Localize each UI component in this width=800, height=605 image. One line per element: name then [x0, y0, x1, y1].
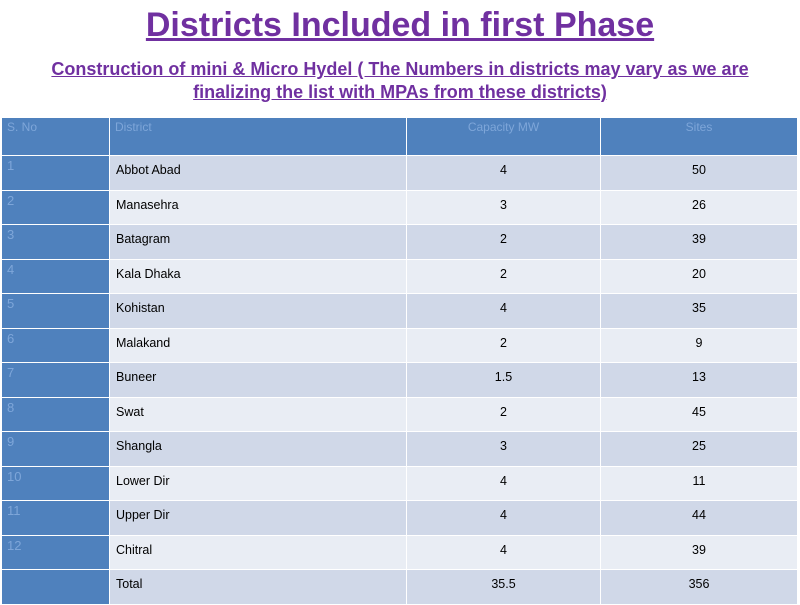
page-title: Districts Included in first Phase — [145, 6, 655, 44]
page-subtitle: Construction of mini & Micro Hydel ( The Numbers in districts may vary as we are finalizing the list with MPAs from these districts) — [51, 59, 749, 102]
row-district: Buneer — [110, 363, 407, 398]
row-capacity: 2 — [407, 328, 601, 363]
row-sites: 20 — [601, 259, 798, 294]
row-district: Shangla — [110, 432, 407, 467]
row-capacity: 2 — [407, 397, 601, 432]
table-row — [2, 190, 798, 225]
row-sites: 45 — [601, 397, 798, 432]
row-capacity: 3 — [407, 432, 601, 467]
row-district: Batagram — [110, 225, 407, 260]
table-row — [2, 432, 798, 467]
table-row — [2, 156, 798, 191]
table-total-row — [2, 570, 798, 605]
header-capacity: Capacity MW — [407, 118, 601, 156]
row-sno: 7 — [2, 363, 110, 398]
row-sites: 35 — [601, 294, 798, 329]
row-sites: 26 — [601, 190, 798, 225]
header-sites: Sites — [601, 118, 798, 156]
row-sno: 11 — [2, 501, 110, 536]
table-row — [2, 259, 798, 294]
row-capacity: 3 — [407, 190, 601, 225]
row-district: Kala Dhaka — [110, 259, 407, 294]
row-district: Swat — [110, 397, 407, 432]
row-capacity: 4 — [407, 501, 601, 536]
row-district: Abbot Abad — [110, 156, 407, 191]
row-district: Lower Dir — [110, 466, 407, 501]
row-sno: 2 — [2, 190, 110, 225]
row-sno: 12 — [2, 535, 110, 570]
row-capacity: 4 — [407, 535, 601, 570]
row-capacity: 1.5 — [407, 363, 601, 398]
row-district: Upper Dir — [110, 501, 407, 536]
table-row — [2, 535, 798, 570]
table-row — [2, 363, 798, 398]
row-sites: 9 — [601, 328, 798, 363]
row-capacity: 35.5 — [407, 570, 601, 605]
row-sites: 11 — [601, 466, 798, 501]
row-capacity: 2 — [407, 259, 601, 294]
header-sno: S. No — [2, 118, 110, 156]
row-district: Malakand — [110, 328, 407, 363]
table-row — [2, 294, 798, 329]
row-sno: 3 — [2, 225, 110, 260]
row-sites: 13 — [601, 363, 798, 398]
table-row — [2, 501, 798, 536]
row-sites: 25 — [601, 432, 798, 467]
header-district: District — [110, 118, 407, 156]
row-capacity: 4 — [407, 156, 601, 191]
row-sites: 356 — [601, 570, 798, 605]
row-district: Total — [110, 570, 407, 605]
row-sites: 39 — [601, 225, 798, 260]
table-row — [2, 328, 798, 363]
table-row — [2, 397, 798, 432]
row-district: Manasehra — [110, 190, 407, 225]
row-sno — [2, 570, 110, 605]
row-sno: 1 — [2, 156, 110, 191]
row-sno: 9 — [2, 432, 110, 467]
row-sites: 50 — [601, 156, 798, 191]
table-row — [2, 466, 798, 501]
row-sites: 44 — [601, 501, 798, 536]
row-capacity: 2 — [407, 225, 601, 260]
row-capacity: 4 — [407, 466, 601, 501]
table-header-row — [2, 118, 798, 156]
row-district: Kohistan — [110, 294, 407, 329]
row-sno: 6 — [2, 328, 110, 363]
row-sno: 5 — [2, 294, 110, 329]
row-sno: 8 — [2, 397, 110, 432]
row-district: Chitral — [110, 535, 407, 570]
table-row — [2, 225, 798, 260]
row-sno: 10 — [2, 466, 110, 501]
row-sites: 39 — [601, 535, 798, 570]
districts-table — [1, 117, 798, 605]
row-capacity: 4 — [407, 294, 601, 329]
row-sno: 4 — [2, 259, 110, 294]
